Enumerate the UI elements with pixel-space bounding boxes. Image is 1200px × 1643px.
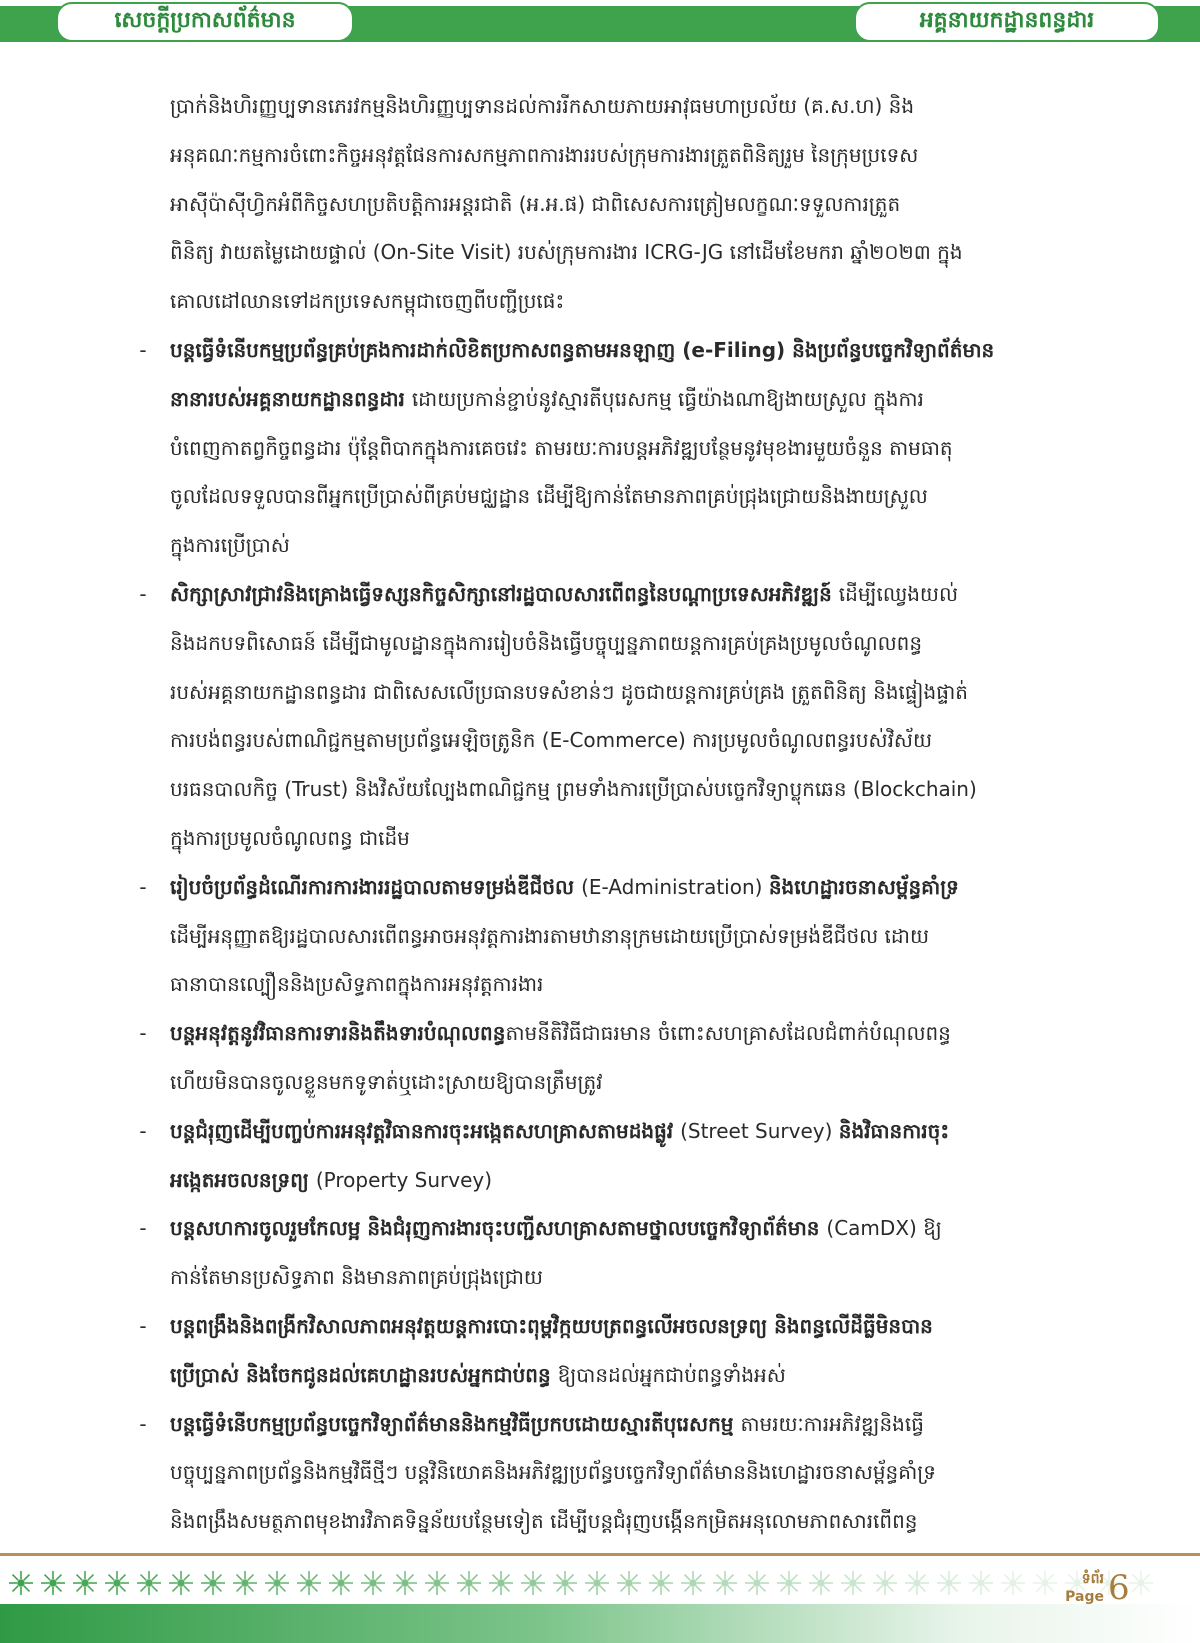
bold-text-segment: និងវិធានការចុះ <box>838 1118 950 1143</box>
text-segment: ដោយប្រកាន់ខ្ជាប់នូវស្មារតីបុរេសកម្ម ធ្វើយ៉ាងណាឱ្យងាយស្រួល ក្នុងការ <box>411 386 924 411</box>
bullet-line <box>170 619 1086 668</box>
bold-text-segment: បន្តធ្វើទំនើបកម្មប្រព័ន្ធគ្រប់គ្រងការដាក់លិខិតប្រកាសពន្ធតាមអនឡាញ (e-Filing) និងប្រព័ន្ធបច្ចេកវិទ្យាព័ត៌មាន <box>170 337 995 362</box>
text-segment: បច្ចុប្បន្នភាពប្រព័ន្ធនិងកម្មវិធីថ្មីៗ បន្តវិនិយោគនិងអភិវឌ្ឍប្រព័ន្ធបច្ចេកវិទ្យាព័ត៌មាននិងហេដ្ឋារចនាសម្ព័ន្ធគាំទ្រ <box>170 1460 936 1485</box>
ornament-motif-icon <box>742 1568 772 1598</box>
ornament-motif-icon <box>966 1568 996 1598</box>
bullet-line <box>139 1009 1086 1058</box>
intro-line: ប្រាក់និងហិរញ្ញប្បទានភេរវកម្មនិងហិរញ្ញប្បទានដល់ការរីកសាយភាយអាវុធមហាប្រល័យ (គ.ស.ហ) និង <box>170 94 915 118</box>
bold-text-segment: នានារបស់អគ្គនាយកដ្ឋានពន្ធដារ <box>170 386 412 411</box>
bullet-dash: - <box>139 581 147 606</box>
ornament-motif-icon <box>614 1568 644 1598</box>
ornament-motif-icon <box>902 1568 932 1598</box>
footer-ornament-pattern <box>0 1568 1080 1604</box>
ornament-motif-icon <box>646 1568 676 1598</box>
text-segment: និងពង្រឹងសមត្ថភាពមុខងារវិភាគទិន្នន័យបន្ថែមទៀត ដើម្បីបន្តជំរុញបង្កើនកម្រិតអនុលោមភាពសារពើពន្ធ <box>170 1509 918 1534</box>
text-segment: តាមរយៈការអភិវឌ្ឍនិងធ្វើ <box>740 1411 924 1436</box>
bullet-dash: - <box>139 1118 147 1143</box>
bold-text-segment: រៀបចំប្រព័ន្ធដំណើរការការងាររដ្ឋបាលតាមទម្រង់ឌីជីថល <box>170 874 582 899</box>
text-segment: ការបង់ពន្ធរបស់ពាណិជ្ជកម្មតាមប្រព័ន្ធអេឡិចត្រូនិក (E-Commerce) ការប្រមូលចំណូលពន្ធរបស់វិស័យ <box>170 728 933 753</box>
intro-line: ពិនិត្យ វាយតម្លៃដោយផ្ទាល់ (On-Site Visit) របស់ក្រុមការងារ ICRG-JG នៅដើមខែមករា ឆ្នាំ២០២៣ ក្នុង <box>170 240 963 265</box>
bullet-line <box>139 863 1086 912</box>
page-label-english: Page <box>1065 1589 1104 1605</box>
text-segment: ដើម្បីអនុញ្ញាតឱ្យរដ្ឋបាលសារពើពន្ធអាចអនុវត្តការងារតាមឋានានុក្រមដោយប្រើប្រាស់ទម្រង់ឌីជីថល ដោយ <box>170 923 929 948</box>
header-right-tab <box>854 2 1160 42</box>
page-label <box>1064 1570 1104 1606</box>
bullet-line <box>170 1497 1086 1546</box>
ornament-motif-icon <box>198 1568 228 1598</box>
text-segment: របស់អគ្គនាយកដ្ឋានពន្ធដារ ជាពិសេសលើប្រធានបទសំខាន់ៗ ដូចជាយន្តការគ្រប់គ្រង ត្រួតពិនិត្យ និងផ្ទៀងផ្ទាត់ <box>170 679 968 704</box>
bullet-line <box>170 765 1086 814</box>
ornament-motif-icon <box>230 1568 260 1598</box>
header-right-title: អគ្គនាយកដ្ឋានពន្ធដារ <box>919 8 1095 33</box>
ornament-motif-icon <box>102 1568 132 1598</box>
ornament-motif-icon <box>678 1568 708 1598</box>
bullet-line <box>139 1204 1086 1253</box>
bold-text-segment: បន្តពង្រឹងនិងពង្រីកវិសាលភាពអនុវត្តយន្តការបោះពុម្ពវិក្កយបត្រពន្ធលើអចលនទ្រព្យ និងពន្ធលើដីធ្លីមិនបាន <box>170 1313 933 1338</box>
bold-text-segment: បន្តធ្វើទំនើបកម្មប្រព័ន្ធបច្ចេកវិទ្យាព័ត៌មាននិងកម្មវិធីប្រកបដោយស្មារតីបុរេសកម្ម <box>170 1411 741 1436</box>
text-segment: បំពេញកាតព្វកិច្ចពន្ធដារ ប៉ុន្តែពិបាកក្នុងការគេចវេះ តាមរយៈការបន្តអភិវឌ្ឍបន្ថែមនូវមុខងារមួយចំនួន តាមធាតុ <box>170 435 953 460</box>
ornament-motif-icon <box>358 1568 388 1598</box>
intro-line: អនុគណៈកម្មការចំពោះកិច្ចអនុវត្តផែនការសកម្មភាពការងាររបស់ក្រុមការងារត្រួតពិនិត្យរួម នៃក្រុមប្រទេស <box>170 142 919 167</box>
text-segment: និងដកបទពិសោធន៍ ដើម្បីជាមូលដ្ឋានក្នុងការរៀបចំនិងធ្វើបច្ចុប្បន្នភាពយន្តការគ្រប់គ្រងប្រមូលចំណូលពន្ធ <box>170 630 923 655</box>
bold-text-segment: អង្កេតអចលនទ្រព្យ <box>170 1167 316 1192</box>
ornament-motif-icon <box>774 1568 804 1598</box>
bold-text-segment: និងហេដ្ឋារចនាសម្ព័ន្ធគាំទ្រ <box>768 874 959 899</box>
ornament-motif-icon <box>870 1568 900 1598</box>
bullet-line <box>170 716 1086 765</box>
bullet-line <box>170 472 1086 521</box>
ornament-motif-icon <box>998 1568 1028 1598</box>
bullet-line <box>170 1253 1086 1302</box>
ornament-motif-icon <box>390 1568 420 1598</box>
bullet-dash: - <box>139 874 147 899</box>
bullet-line <box>170 814 1086 863</box>
text-segment: ចូលដែលទទួលបានពីអ្នកប្រើប្រាស់ពីគ្រប់មជ្ឈដ្ឋាន ដើម្បីឱ្យកាន់តែមានភាពគ្រប់ជ្រុងជ្រោយនិងងាយស្រួល <box>170 484 928 509</box>
bold-text-segment: ប្រើប្រាស់ និងចែកជូនដល់គេហដ្ឋានរបស់អ្នកជាប់ពន្ធ <box>170 1362 558 1387</box>
bullet-line <box>139 326 1086 375</box>
text-segment: បរធនបាលកិច្ច (Trust) និងវិស័យល្បែងពាណិជ្ជកម្ម ព្រមទាំងការប្រើប្រាស់បច្ចេកវិទ្យាប្លុកឆេន (Blockchain) <box>170 777 977 802</box>
ornament-motif-icon <box>422 1568 452 1598</box>
intro-line: អាស៊ីប៉ាស៊ីហ្វិកអំពីកិច្ចសហប្រតិបត្តិការអន្តរជាតិ (អ.អ.ផ) ជាពិសេសការត្រៀមលក្ខណៈទទួលការត្រួត <box>170 191 901 216</box>
ornament-motif-icon <box>326 1568 356 1598</box>
ornament-motif-icon <box>38 1568 68 1598</box>
text-segment: ក្នុងការប្រើប្រាស់ <box>170 533 290 558</box>
bullet-line <box>170 1448 1086 1497</box>
bullet-dash: - <box>139 1411 147 1436</box>
bullet-line <box>170 1156 1086 1205</box>
text-segment: (E-Administration) <box>581 874 769 899</box>
ornament-motif-icon <box>70 1568 100 1598</box>
ornament-motif-icon <box>1030 1568 1060 1598</box>
ornament-motif-icon <box>518 1568 548 1598</box>
bullet-dash: - <box>139 337 147 362</box>
text-segment: ឱ្យបានដល់អ្នកជាប់ពន្ធទាំងអស់ <box>557 1362 786 1387</box>
text-segment: ធានាបានល្បឿននិងប្រសិទ្ធភាពក្នុងការអនុវត្តការងារ <box>170 972 544 997</box>
ornament-motif-icon <box>710 1568 740 1598</box>
ornament-motif-icon <box>454 1568 484 1598</box>
ornament-motif-icon <box>6 1568 36 1598</box>
text-segment: កាន់តែមានប្រសិទ្ធភាព និងមានភាពគ្រប់ជ្រុងជ្រោយ <box>170 1265 543 1290</box>
bullet-line <box>139 1107 1086 1156</box>
bullet-line <box>170 960 1086 1009</box>
page-label-khmer: ទំព័រ <box>1081 1571 1104 1587</box>
text-segment: (Property Survey) <box>315 1167 493 1192</box>
text-segment: តាមនីតិវិធីជាធរមាន ចំពោះសហគ្រាសដែលជំពាក់បំណុលពន្ធ <box>505 1021 951 1046</box>
ornament-motif-icon <box>838 1568 868 1598</box>
text-segment: (Street Survey) <box>680 1118 839 1143</box>
bullet-line <box>139 570 1086 619</box>
bullet-line <box>170 1058 1086 1107</box>
bullet-line <box>139 1400 1086 1449</box>
header-left-title: សេចក្តីប្រកាសព័ត៌មាន <box>114 8 296 33</box>
bullet-dash: - <box>139 1313 147 1338</box>
bold-text-segment: បន្តអនុវត្តនូវវិធានការទារនិងតឹងទារបំណុលពន្ធ <box>170 1021 506 1046</box>
bullet-line <box>170 521 1086 570</box>
bullet-dash: - <box>139 1021 147 1046</box>
footer-divider <box>0 1553 1200 1556</box>
bullet-line <box>170 912 1086 961</box>
bullet-line <box>170 424 1086 473</box>
ornament-motif-icon <box>262 1568 292 1598</box>
ornament-motif-icon <box>582 1568 612 1598</box>
ornament-motif-icon <box>294 1568 324 1598</box>
bullet-dash: - <box>139 1216 147 1241</box>
ornament-motif-icon <box>166 1568 196 1598</box>
page-number: 6 <box>1108 1568 1130 1608</box>
ornament-motif-icon <box>934 1568 964 1598</box>
intro-line: គោលដៅឈានទៅដកប្រទេសកម្ពុជាចេញពីបញ្ជីប្រផេះ <box>170 289 565 314</box>
bullet-line <box>170 1351 1086 1400</box>
ornament-motif-icon <box>1126 1568 1156 1598</box>
bullet-line <box>170 668 1086 717</box>
text-segment: ក្នុងការប្រមូលចំណូលពន្ធ ជាដើម <box>170 825 410 850</box>
footer-gradient-band <box>0 1604 1200 1643</box>
header-left-tab <box>56 2 354 42</box>
document-body <box>139 82 1086 1546</box>
ornament-motif-icon <box>134 1568 164 1598</box>
bullet-line <box>139 1302 1086 1351</box>
bold-text-segment: បន្តសហការចូលរួមកែលម្អ និងជំរុញការងារចុះបញ្ជីសហគ្រាសតាមថ្នាលបច្ចេកវិទ្យាព័ត៌មាន <box>170 1216 827 1241</box>
bold-text-segment: សិក្សាស្រាវជ្រាវនិងគ្រោងធ្វើទស្សនកិច្ចសិក្សានៅរដ្ឋបាលសារពើពន្ធនៃបណ្តាប្រទេសអភិវឌ្ឍន៍ <box>170 581 839 606</box>
bullet-line <box>170 375 1086 424</box>
ornament-motif-icon <box>486 1568 516 1598</box>
text-segment: (CamDX) ឱ្យ <box>826 1216 942 1241</box>
ornament-motif-icon <box>806 1568 836 1598</box>
text-segment: ហើយមិនបានចូលខ្លួនមកទូទាត់ឬដោះស្រាយឱ្យបានត្រឹមត្រូវ <box>170 1069 603 1094</box>
text-segment: ដើម្បីឈ្វេងយល់ <box>838 581 959 606</box>
ornament-motif-icon <box>550 1568 580 1598</box>
bold-text-segment: បន្តជំរុញដើម្បីបញ្ចប់ការអនុវត្តវិធានការចុះអង្កេតសហគ្រាសតាមដងផ្លូវ <box>170 1118 681 1143</box>
